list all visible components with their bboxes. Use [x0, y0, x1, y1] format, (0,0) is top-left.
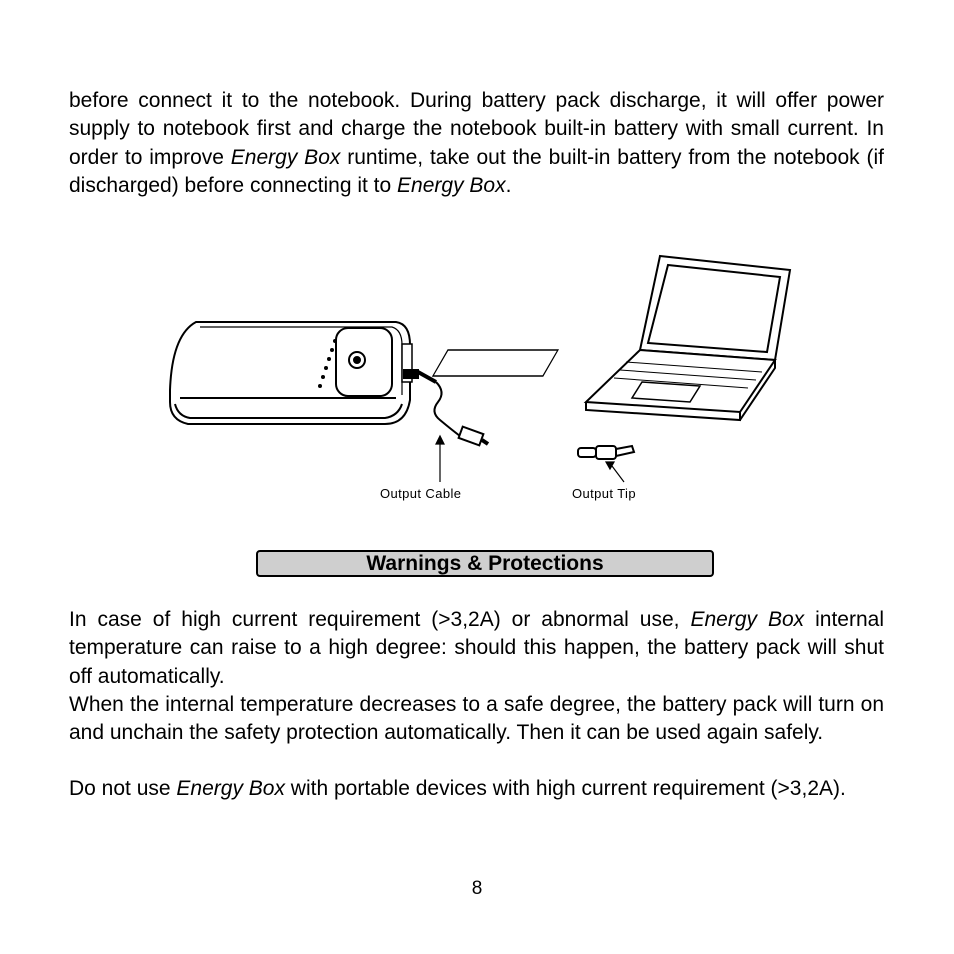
text-span: internal temperature can raise to a high degree: should this happen, the battery pack will shut off automatically.: [69, 608, 884, 688]
text-span: Do not use: [69, 777, 177, 800]
callout-arrows: [436, 436, 624, 482]
usage-warning-paragraph: [69, 775, 884, 803]
battery-pack-icon: [170, 322, 418, 424]
product-name: Energy Box: [690, 608, 805, 631]
intro-paragraph: [69, 87, 884, 201]
output-cable-label: Output Cable: [380, 486, 462, 501]
text-span: When the internal temperature decreases to a safe degree, the battery pack will turn on and unchain the safety protection automatically. Then it can be used again safely.: [69, 693, 884, 745]
warning-paragraph: [69, 606, 884, 691]
text-span: .: [505, 174, 512, 198]
laptop-icon: [433, 256, 790, 420]
text-span: runtime, take out the built-in battery from the notebook (if discharged) before connecting it to: [69, 145, 884, 198]
output-cable-icon: [418, 372, 488, 445]
recovery-paragraph: [69, 691, 884, 748]
section-title: Warnings & Protections: [366, 551, 604, 575]
text-span: with portable devices with high current requirement (>3,2A).: [284, 777, 846, 800]
connection-illustration: [160, 250, 810, 510]
section-header-box: [256, 550, 714, 577]
text-span: In case of high current requirement (>3,2A) or abnormal use,: [69, 608, 691, 631]
text-span: before connect it to the notebook. During battery pack discharge, it will offer power supply to notebook first and charge the notebook built-in battery with small current. In order to improve: [69, 89, 884, 169]
page-number: 8: [471, 878, 483, 899]
output-tip-label: Output Tip: [572, 486, 636, 501]
product-name: Energy Box: [230, 145, 341, 169]
output-tip-icon: [578, 446, 634, 459]
product-name: Energy Box: [397, 174, 506, 198]
product-name: Energy Box: [176, 777, 285, 800]
